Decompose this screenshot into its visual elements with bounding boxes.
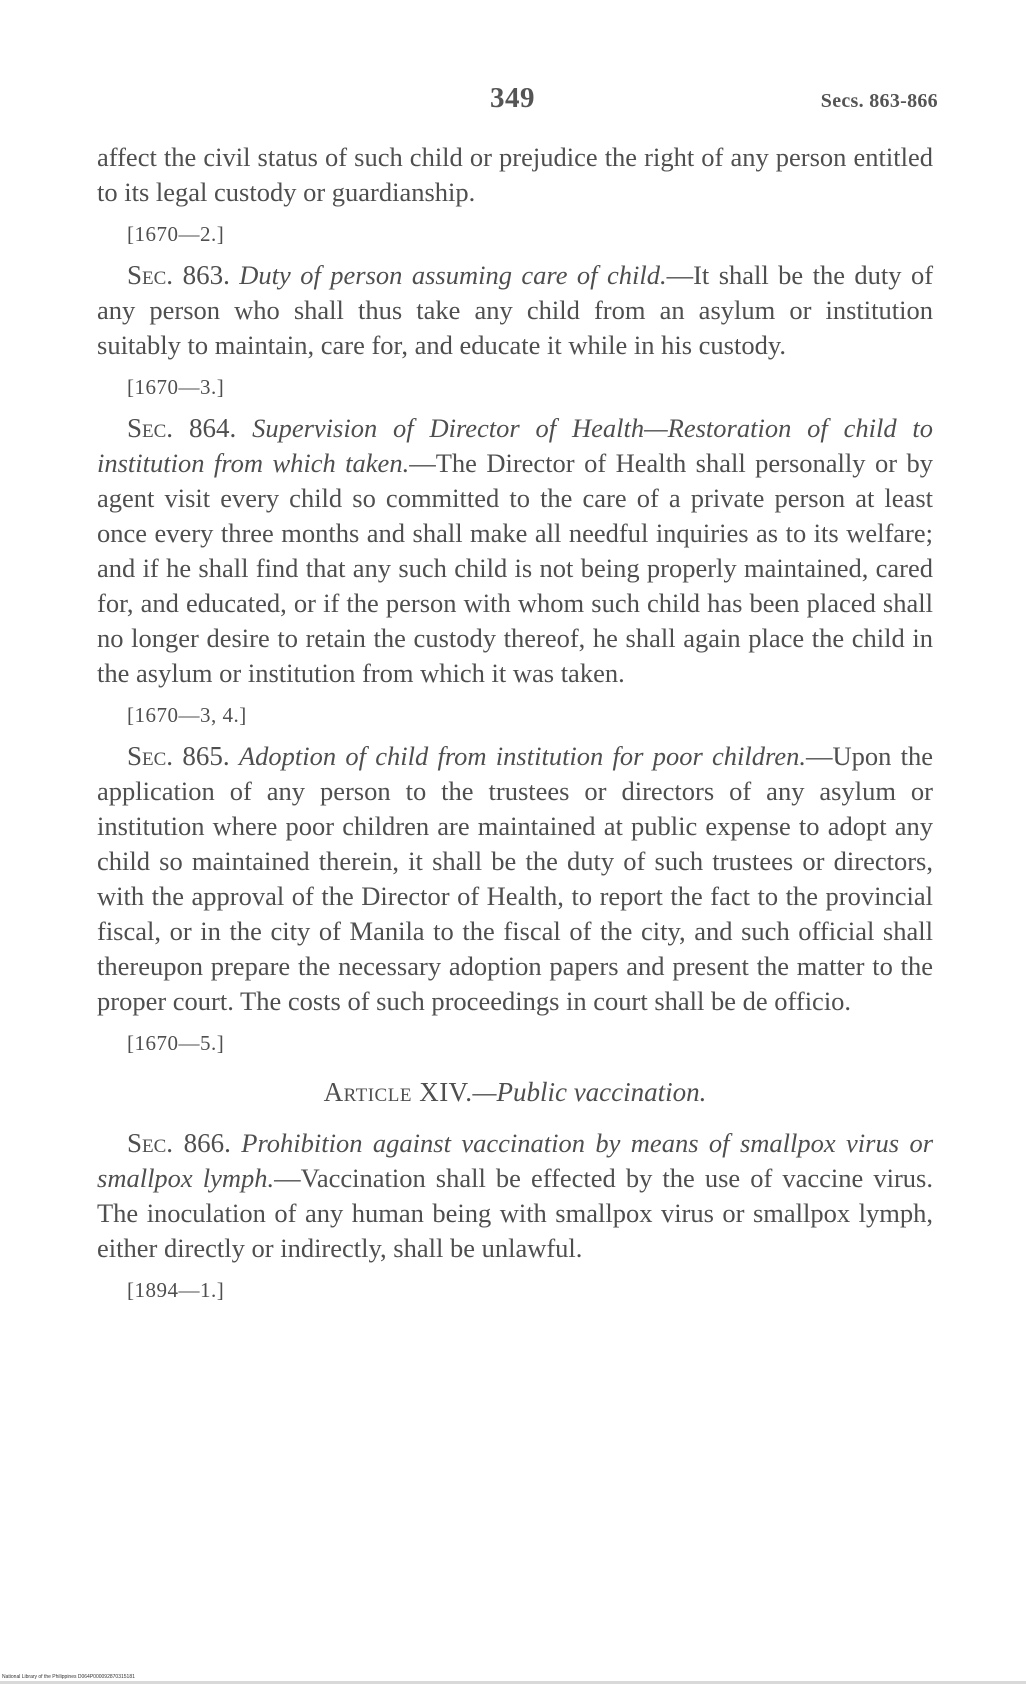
section-title: Adoption of child from institution for poor children. [238,741,806,771]
section-label: Sec. 864. [127,413,237,443]
section-866 [97,1126,933,1266]
section-text: —Vaccination shall be effected by the use of vaccine virus. The inoculation of any human being with smallpox virus or smallpox lymph, either directly or indirectly, shall be unlawful. [97,1163,933,1263]
section-label: Sec. 865. [127,741,230,771]
section-863 [97,258,933,363]
carryover-paragraph: affect the civil status of such child or prejudice the right of any person entitled to its legal custody or guardianship. [97,142,933,207]
article-heading [97,1075,933,1110]
section-text: —It shall be the duty of any person who shall thus take any child from an asylum or institution suitably to maintain, care for, and educate it while in his custody. [97,260,934,360]
page-number: 349 [490,82,535,114]
source-reference: [1894—1.] [127,1278,225,1302]
source-reference: [1670—5.] [127,1031,225,1055]
source-reference: [1670—2.] [127,222,225,246]
section-label: Sec. 866. [127,1128,231,1158]
article-title: —Public vaccination. [472,1077,707,1107]
section-title: Supervision of Director of Health—Restoration of child to institution from which taken. [97,413,934,478]
section-865 [97,739,933,1019]
source-reference: [1670—3.] [127,375,225,399]
section-range: Secs. 863-866 [820,90,938,112]
section-864 [97,411,933,691]
section-label: Sec. 863. [127,260,230,290]
source-reference: [1670—3, 4.] [127,703,247,727]
page-content [97,140,933,1314]
section-title: Prohibition against vaccination by means of smallpox virus or smallpox lymph. [97,1128,934,1193]
section-title: Duty of person assuming care of child. [239,260,667,290]
section-text: —Upon the application of any person to the trustees or directors of any asylum or institution where poor children are maintained at public expense to adopt any child so maintained therein, it shall be the duty of such trustees or directors, with the approval of the Director of Health, to report the fact to the provincial fiscal, or in the city of Manila to the fiscal of the city, and such official shall thereupon prepare the necessary adoption papers and present the matter to the proper court. The costs of such proceedings in court shall be de officio. [97,741,934,1016]
page-header [0,82,1026,122]
scan-credit: National Library of the Philippines D064P000092870315181 [2,1674,135,1680]
article-label: Article XIV. [323,1077,473,1107]
section-text: —The Director of Health shall personally or by agent visit every child so committed to the care of a private person at least once every three months and shall make all needful inquiries as to its welfare; and if he shall find that any such child is not being properly maintained, cared for, and educated, or if the person with whom such child has been placed shall no longer desire to retain the custody thereof, he shall again place the child in the asylum or institution from which it was taken. [97,448,933,688]
